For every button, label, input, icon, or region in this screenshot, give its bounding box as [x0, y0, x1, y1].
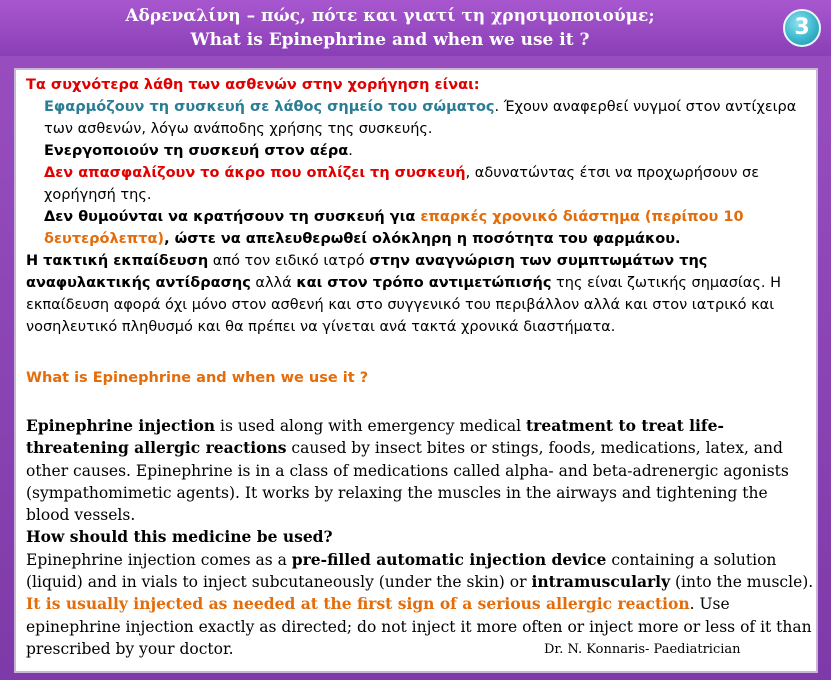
- en-bold-3: pre-filled automatic injection device: [291, 549, 607, 569]
- english-section: [26, 415, 816, 660]
- training-bold-2: στην αναγνώριση των συμπτωμάτων της αναφυλακτικής αντίδρασης: [26, 253, 708, 291]
- training-text-3: της είναι ζωτικής σημασίας. Η εκπαίδευση αφορά όχι μόνο στον ασθενή και στο συγγενικό του περιβάλλον αλλά και στον ιατρικό και νοσηλευτικό πληθυσμό και θα πρέπει να γίνεται ανά τακτά χρονικά διαστήματα.: [26, 275, 781, 335]
- en-text-4: containing a solution (liquid) and in vials to inject subcutaneously (under the skin) or: [26, 550, 777, 592]
- slide-header: [0, 0, 831, 56]
- error-1-text: . Έχουν αναφερθεί νυγμοί στον αντίχειρα των ασθενών, λόγω ανάποδης χρήσης της συσκευής.: [44, 99, 797, 137]
- slide-number-badge: 3: [783, 9, 821, 47]
- en-bold-2: treatment to treat life-threatening allergic reactions: [26, 416, 724, 458]
- error-2-bold: Ενεργοποιούν τη συσκευή στον αέρα: [44, 143, 349, 159]
- error-3-bold: Δεν απασφαλίζουν το άκρο που οπλίζει τη συσκευή: [44, 165, 466, 181]
- error-4-bold: Δεν θυμούνται να κρατήσουν τη συσκευή για: [44, 209, 421, 225]
- en-bold-1: Epinephrine injection: [26, 416, 216, 435]
- error-item-2: [26, 140, 812, 162]
- error-1-bold: Εφαρμόζουν τη συσκευή σε λάθος σημείο του σώματος: [44, 99, 495, 115]
- en-highlight: It is usually injected as needed at the first sign of a serious allergic reaction: [26, 594, 690, 614]
- usage-question: How should this medicine be used?: [26, 527, 333, 547]
- english-heading: What is Epinephrine and when we use it ?: [26, 370, 369, 386]
- training-bold-3: και στον τρόπο αντιμετώπισής: [296, 275, 552, 291]
- en-text-6: . Use epinephrine injection exactly as directed; do not inject it more often or inject more or less of it than prescribed by your doctor.: [26, 595, 812, 658]
- error-4-highlight: επαρκές χρονικό διάστημα (περίπου 10 δευτερόλεπτα): [44, 209, 744, 247]
- training-bold-1: Η τακτική εκπαίδευση: [26, 253, 209, 269]
- training-text-2: αλλά: [250, 275, 297, 291]
- training-text-1: από τον ειδικό ιατρό: [208, 253, 370, 269]
- greek-section: [26, 74, 812, 338]
- en-text-1: is used along with emergency medical: [215, 417, 526, 435]
- error-item-1: [26, 96, 812, 140]
- en-bold-4: intramuscularly: [531, 572, 671, 592]
- greek-intro: Τα συχνότερα λάθη των ασθενών στην χορήγηση είναι:: [26, 77, 480, 93]
- error-item-4: [26, 206, 812, 250]
- error-2-end: .: [348, 143, 353, 159]
- error-item-3: [26, 162, 812, 206]
- english-paragraph-1: [26, 415, 816, 526]
- en-text-5: (into the muscle).: [670, 573, 814, 592]
- error-3-text: , αδυνατώντας έτσι να προχωρήσουν σε χορήγησή της.: [44, 165, 760, 203]
- title-english: What is Epinephrine and when we use it ?: [190, 30, 590, 50]
- title-greek: Αδρεναλίνη – πώς, πότε και γιατί τη χρησιμοποιούμε;: [125, 6, 655, 26]
- author-signature: Dr. N. Konnaris- Paediatrician: [544, 642, 741, 657]
- en-text-3: Epinephrine injection comes as a: [26, 550, 292, 569]
- training-paragraph: [26, 250, 812, 338]
- error-4-end: , ώστε να απελευθερωθεί ολόκληρη η ποσότητα του φαρμάκου.: [164, 231, 681, 247]
- content-panel: [14, 68, 818, 673]
- en-text-2: caused by insect bites or stings, foods, medications, latex, and other causes. Epinephrine is in a class of medications called alpha- and beta-adrenergic agonists (sympathomimetic agents). It works by relaxing the muscles in the airways and tightening the blood vessels.: [26, 439, 789, 525]
